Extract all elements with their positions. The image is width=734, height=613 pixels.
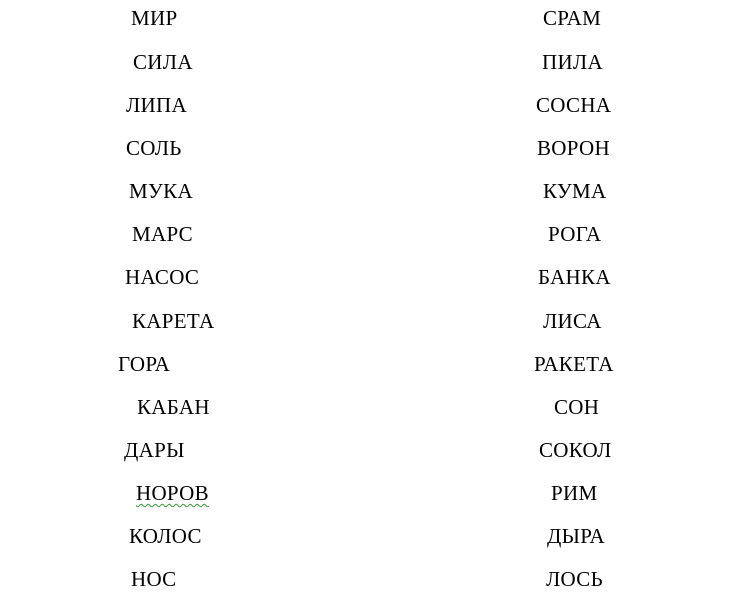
left-word: МАРС bbox=[132, 222, 193, 246]
left-word-spellcheck-flagged: НОРОВ bbox=[136, 481, 209, 505]
left-word: КАБАН bbox=[137, 395, 210, 419]
left-word: ЛИПА bbox=[126, 93, 187, 117]
right-word: РАКЕТА bbox=[534, 352, 614, 376]
right-word: РОГА bbox=[548, 222, 602, 246]
right-word: ЛИСА bbox=[543, 309, 602, 333]
left-word: КАРЕТА bbox=[132, 309, 215, 333]
right-word: ВОРОН bbox=[537, 136, 610, 160]
right-word: СРАМ bbox=[543, 6, 602, 30]
right-word: РИМ bbox=[551, 481, 598, 505]
right-word: ПИЛА bbox=[542, 50, 603, 74]
right-word: СОКОЛ bbox=[539, 438, 612, 462]
left-word: КОЛОС bbox=[129, 524, 202, 548]
right-word: СОСНА bbox=[536, 93, 612, 117]
left-word: МУКА bbox=[129, 179, 193, 203]
right-word: КУМА bbox=[543, 179, 607, 203]
left-word: НАСОС bbox=[125, 265, 200, 289]
left-word: СИЛА bbox=[133, 50, 193, 74]
right-word: БАНКА bbox=[538, 265, 611, 289]
right-word: ЛОСЬ bbox=[546, 567, 603, 591]
left-word: ГОРА bbox=[118, 352, 171, 376]
right-word: ДЫРА bbox=[547, 524, 605, 548]
right-word: СОН bbox=[554, 395, 600, 419]
left-word: ДАРЫ bbox=[124, 438, 185, 462]
left-word: СОЛЬ bbox=[126, 136, 182, 160]
left-word: МИР bbox=[131, 6, 178, 30]
left-word: НОС bbox=[131, 567, 177, 591]
